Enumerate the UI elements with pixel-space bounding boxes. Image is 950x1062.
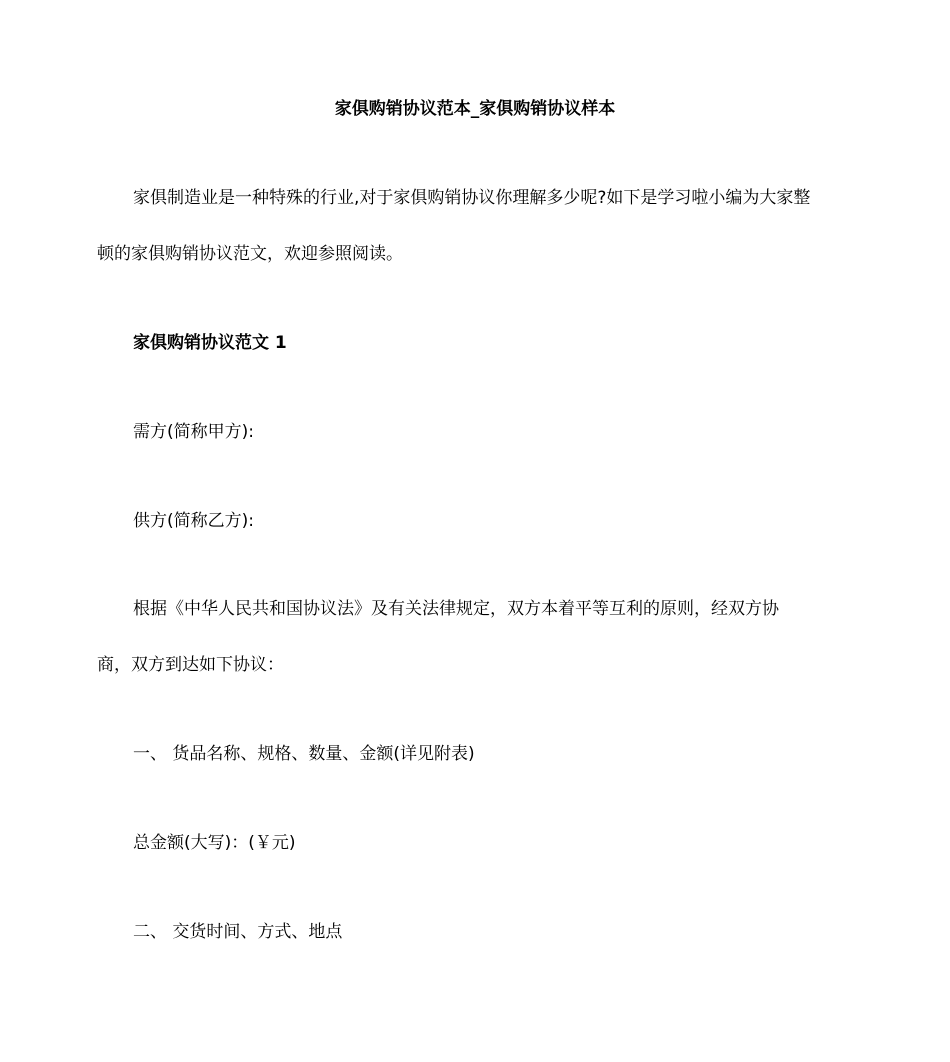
seller-line — [97, 493, 857, 549]
section-heading — [97, 315, 857, 371]
clause-1 — [97, 726, 857, 782]
intro-line-1: 家俱制造业是一种特殊的行业,对于家俱购销协议你理解多少呢?如下是学习啦小编为大家整 — [133, 188, 811, 208]
section-heading-text: 家俱购销协议范文 1 — [133, 333, 287, 353]
clause-1-text: 一、 货品名称、规格、数量、金额(详见附表) — [133, 744, 475, 764]
buyer-line — [97, 404, 857, 460]
legal-basis-paragraph — [97, 581, 857, 693]
seller-text: 供方(简称乙方): — [133, 511, 254, 531]
intro-paragraph — [97, 170, 857, 282]
intro-line-2: 顿的家俱购销协议范文，欢迎参照阅读。 — [97, 244, 403, 264]
total-amount-line — [97, 815, 857, 871]
legal-basis-line-1: 根据《中华人民共和国协议法》及有关法律规定，双方本着平等互利的原则，经双方协 — [133, 599, 779, 619]
total-amount-text: 总金额(大写)：(￥元) — [133, 833, 296, 853]
buyer-text: 需方(简称甲方): — [133, 422, 254, 442]
legal-basis-line-2: 商，双方到达如下协议： — [97, 655, 284, 675]
document-title: 家俱购销协议范本_家俱购销协议样本 — [334, 99, 616, 119]
clause-2 — [97, 904, 857, 960]
clause-2-text: 二、 交货时间、方式、地点 — [133, 922, 343, 942]
